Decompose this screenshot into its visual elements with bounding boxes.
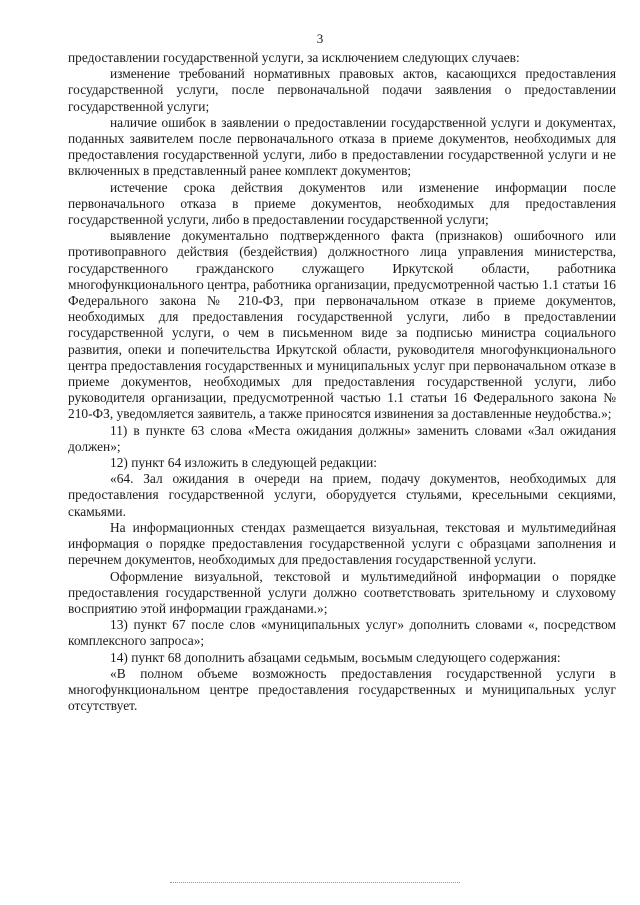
paragraph: 11) в пункте 63 слова «Места ожидания должны» заменить словами «Зал ожидания должен»; bbox=[68, 422, 616, 454]
paragraph: «64. Зал ожидания в очереди на прием, подачу документов, необходимых для предоставления государственной услуги, оборудуется стульями, кресельными секциями, скамьями. bbox=[68, 471, 616, 519]
paragraph: Оформление визуальной, текстовой и мультимедийной информации о порядке предоставления государственной услуги должно соответствовать зрительному и слуховому восприятию этой информации гражданами.»; bbox=[68, 568, 616, 616]
paragraph: изменение требований нормативных правовых актов, касающихся предоставления государственной услуги, после первоначальной подачи заявления о предоставлении государственной услуги; bbox=[68, 66, 616, 114]
paragraph: «В полном объеме возможность предоставления государственной услуги в многофункциональном центре предоставления государственных и муниципальных услуг отсутствует. bbox=[68, 665, 616, 714]
footer-divider bbox=[170, 882, 460, 883]
paragraph: предоставлении государственной услуги, за исключением следующих случаев: bbox=[68, 50, 520, 65]
document-body bbox=[68, 50, 616, 714]
paragraph: наличие ошибок в заявлении о предоставлении государственной услуги и документах, поданных заявителем после первоначального отказа в приеме документов, необходимых для предоставления государственной услуги, либо в предоставлении государственной услуги и не включенных в представленный ранее комплект документов; bbox=[68, 114, 616, 179]
page-number: 3 bbox=[316, 31, 324, 46]
paragraph: 14) пункт 68 дополнить абзацами седьмым, восьмым следующего содержания: bbox=[110, 649, 561, 665]
paragraph: 13) пункт 67 после слов «муниципальных услуг» дополнить словами «, посредством комплексного запроса»; bbox=[68, 617, 616, 649]
paragraph: На информационных стендах размещается визуальная, текстовая и мультимедийная информация о порядке предоставления государственной услуги с образцами заполнения и перечнем документов, необходимых для предоставления государственной услуги. bbox=[68, 519, 616, 568]
paragraph: истечение срока действия документов или изменение информации после первоначального отказа в приеме документов, необходимых для предоставления государственной услуги, либо в предоставлении государственной услуги; bbox=[68, 179, 616, 228]
paragraph: выявление документально подтвержденного факта (признаков) ошибочного или противоправного действия (бездействия) должностного лица управления министерства, государственного гражданского служащего Иркутской области, работника многофункционального центра, работника организации, предусмотренной частью 1.1 статьи 16 Федерального закона № 210-ФЗ, при первоначальном отказе в приеме документов, необходимых для предоставления государственной услуги, либо в предоставлении государственной услуги, о чем в письменном виде за подписью министра социального развития, опеки и попечительства Иркутской области, руководителя многофункционального центра предоставления государственных и муниципальных услуг при первоначальном отказе в приеме документов, необходимых для предоставления государственной услуги, либо руководителя организации, предусмотренной частью 1.1 статьи 16 Федерального закона № 210-ФЗ, уведомляется заявитель, а также приносятся извинения за доставленные неудобства.»; bbox=[68, 228, 616, 422]
paragraph: 12) пункт 64 изложить в следующей редакции: bbox=[110, 455, 378, 471]
